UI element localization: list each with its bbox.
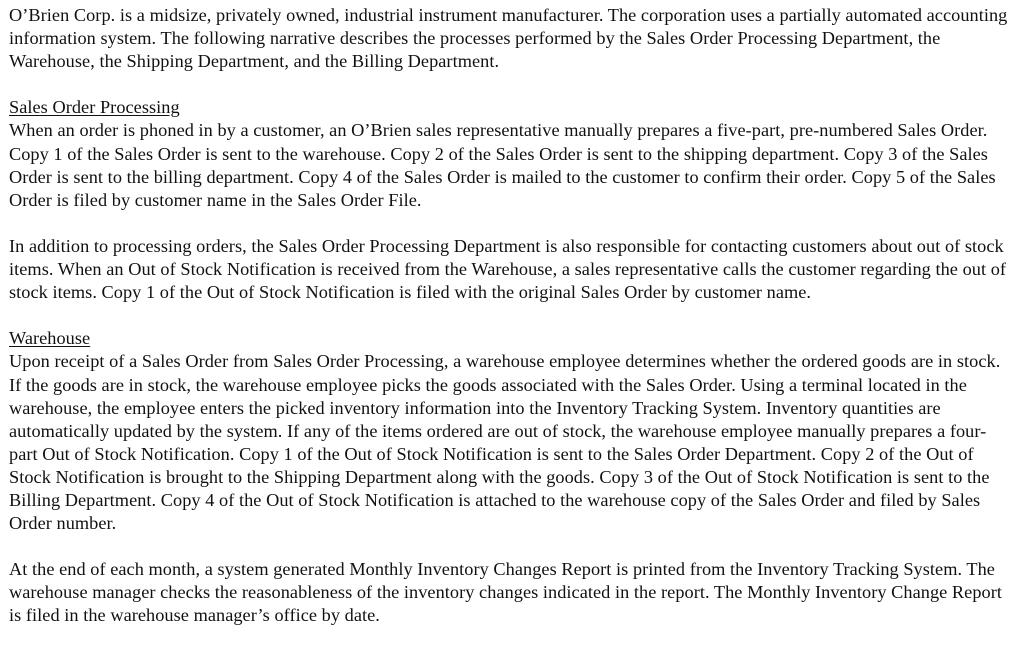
sales-order-processing-paragraph-1: When an order is phoned in by a customer, an O’Brien sales representative manually prepares a five-part, pre-numbered Sales Order. Copy 1 of the Sales Order is sent to the warehouse. Copy 2 of the Sales Order is sent to the shipping department. Copy 3 of the Sales Order is sent to the billing department. Copy 4 of the Sales Order is mailed to the customer to confirm their order. Copy 5 of the Sales Order is filed by customer name in the Sales Order File. (9, 120, 996, 210)
intro-paragraph: O’Brien Corp. is a midsize, privately owned, industrial instrument manufacturer. The corporation uses a partially automated accounting information system. The following narrative describes the processes performed by the Sales Order Processing Department, the Warehouse, the Shipping Department, and the Billing Department. (9, 5, 1008, 72)
warehouse-paragraph-2: At the end of each month, a system generated Monthly Inventory Changes Report is printed from the Inventory Tracking System. The warehouse manager checks the reasonableness of the inventory changes indicated in the report. The Monthly Inventory Change Report is filed in the warehouse manager’s office by date. (9, 559, 1002, 626)
section-heading-sales-order-processing: Sales Order Processing (9, 97, 180, 118)
section-heading-warehouse: Warehouse (9, 328, 91, 349)
document-body (9, 4, 1014, 628)
warehouse-paragraph-1: Upon receipt of a Sales Order from Sales Order Processing, a warehouse employee determines whether the ordered goods are in stock. If the goods are in stock, the warehouse employee picks the goods associated with the Sales Order. Using a terminal located in the warehouse, the employee enters the picked inventory information into the Inventory Tracking System. Inventory quantities are automatically updated by the system. If any of the items ordered are out of stock, the warehouse employee manually prepares a four-part Out of Stock Notification. Copy 1 of the Out of Stock Notification is sent to the Sales Order Department. Copy 2 of the Out of Stock Notification is brought to the Shipping Department along with the goods. Copy 3 of the Out of Stock Notification is sent to the Billing Department. Copy 4 of the Out of Stock Notification is attached to the warehouse copy of the Sales Order and filed by Sales Order number. (9, 351, 1001, 534)
sales-order-processing-paragraph-2: In addition to processing orders, the Sales Order Processing Department is also responsible for contacting customers about out of stock items. When an Out of Stock Notification is received from the Warehouse, a sales representative calls the customer regarding the out of stock items. Copy 1 of the Out of Stock Notification is filed with the original Sales Order by customer name. (9, 235, 1007, 303)
